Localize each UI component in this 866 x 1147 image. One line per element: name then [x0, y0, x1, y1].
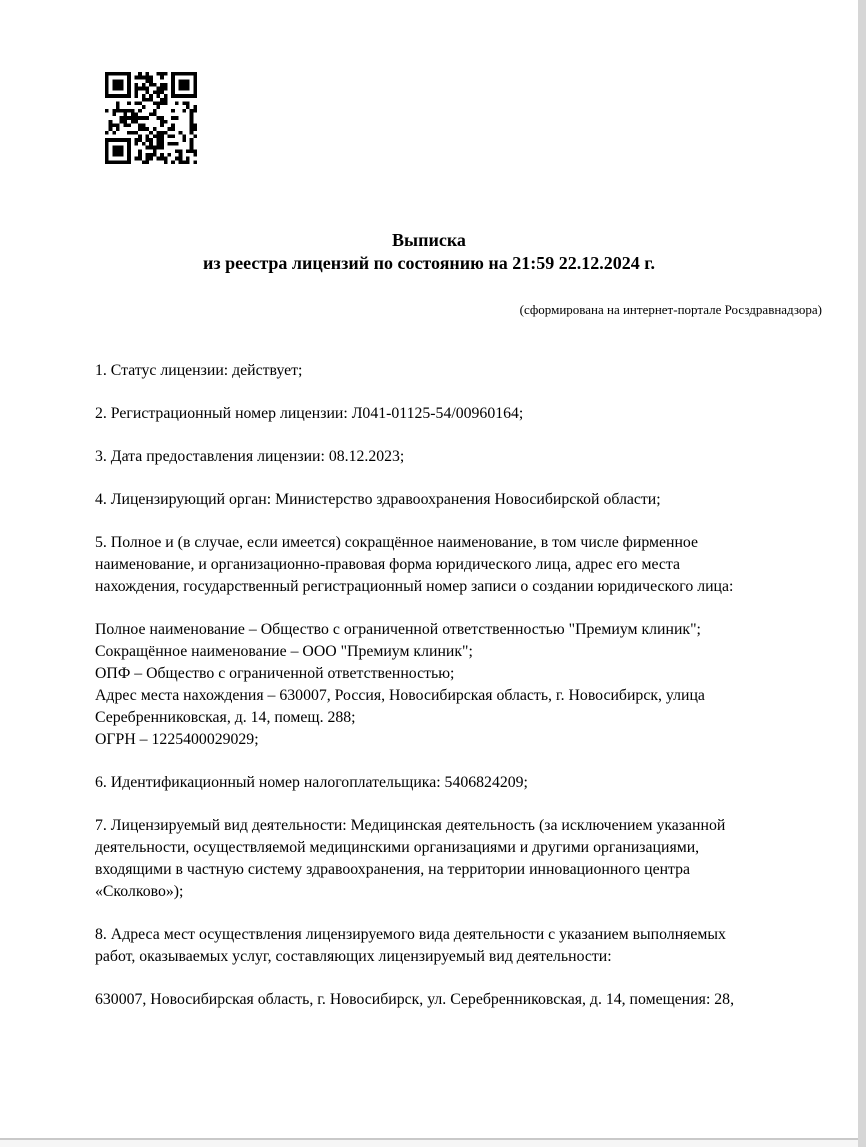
paragraph: [95, 532, 826, 598]
text-line: наименование, и организационно-правовая форма юридического лица, адрес его места: [95, 556, 681, 573]
title-line-1: Выписка: [392, 230, 466, 250]
paragraph: [95, 924, 826, 968]
paragraph: [95, 489, 826, 511]
viewer-background-strip: [0, 1140, 858, 1147]
document-body: [95, 360, 826, 1032]
paragraph: [95, 446, 826, 468]
text-line: 3. Дата предоставления лицензии: 08.12.2023;: [95, 448, 405, 465]
text-line: ОПФ – Общество с ограниченной ответственностью;: [95, 665, 455, 682]
text-line: Сокращённое наименование – ООО "Премиум клиник";: [95, 643, 473, 660]
qr-code: [103, 72, 199, 164]
text-line: нахождения, государственный регистрационный номер записи о создании юридического лица:: [95, 578, 734, 595]
page-right-edge: [858, 0, 866, 1147]
text-line: 5. Полное и (в случае, если имеется) сокращённое наименование, в том числе фирменное: [95, 534, 699, 551]
text-line: Адрес места нахождения – 630007, Россия, Новосибирская область, г. Новосибирск, улица: [95, 687, 705, 704]
document-subtitle: (сформирована на интернет-портале Росздравнадзора): [519, 302, 822, 317]
paragraph: [95, 619, 826, 751]
text-line: Серебренниковская, д. 14, помещ. 288;: [95, 709, 356, 726]
text-line: Полное наименование – Общество с ограниченной ответственностью "Премиум клиник";: [95, 621, 701, 638]
text-line: 6. Идентификационный номер налогоплательщика: 5406824209;: [95, 774, 528, 791]
paragraph: [95, 772, 826, 794]
paragraph: [95, 360, 826, 382]
text-line: 4. Лицензирующий орган: Министерство здравоохранения Новосибирской области;: [95, 491, 661, 508]
text-line: 630007, Новосибирская область, г. Новосибирск, ул. Серебренниковская, д. 14, помещения: 28,: [95, 991, 735, 1008]
text-line: «Сколково»);: [95, 883, 184, 900]
text-line: 2. Регистрационный номер лицензии: Л041-01125-54/00960164;: [95, 405, 524, 422]
paragraph: [95, 815, 826, 903]
text-line: входящими в частную систему здравоохранения, на территории инновационного центра: [95, 861, 691, 878]
document-title: [0, 229, 858, 275]
text-line: 1. Статус лицензии: действует;: [95, 362, 303, 379]
paragraph: [95, 403, 826, 425]
text-line: 7. Лицензируемый вид деятельности: Медицинская деятельность (за исключением указанной: [95, 817, 726, 834]
paragraph: [95, 989, 826, 1011]
qr-code-image: [103, 72, 199, 164]
text-line: ОГРН – 1225400029029;: [95, 731, 259, 748]
text-line: деятельности, осуществляемой медицинскими организациями и другими организациями,: [95, 839, 700, 856]
text-line: 8. Адреса мест осуществления лицензируемого вида деятельности с указанием выполняемых: [95, 926, 726, 943]
text-line: работ, оказываемых услуг, составляющих лицензируемый вид деятельности:: [95, 948, 612, 965]
title-line-2: из реестра лицензий по состоянию на 21:59 22.12.2024 г.: [203, 253, 655, 273]
